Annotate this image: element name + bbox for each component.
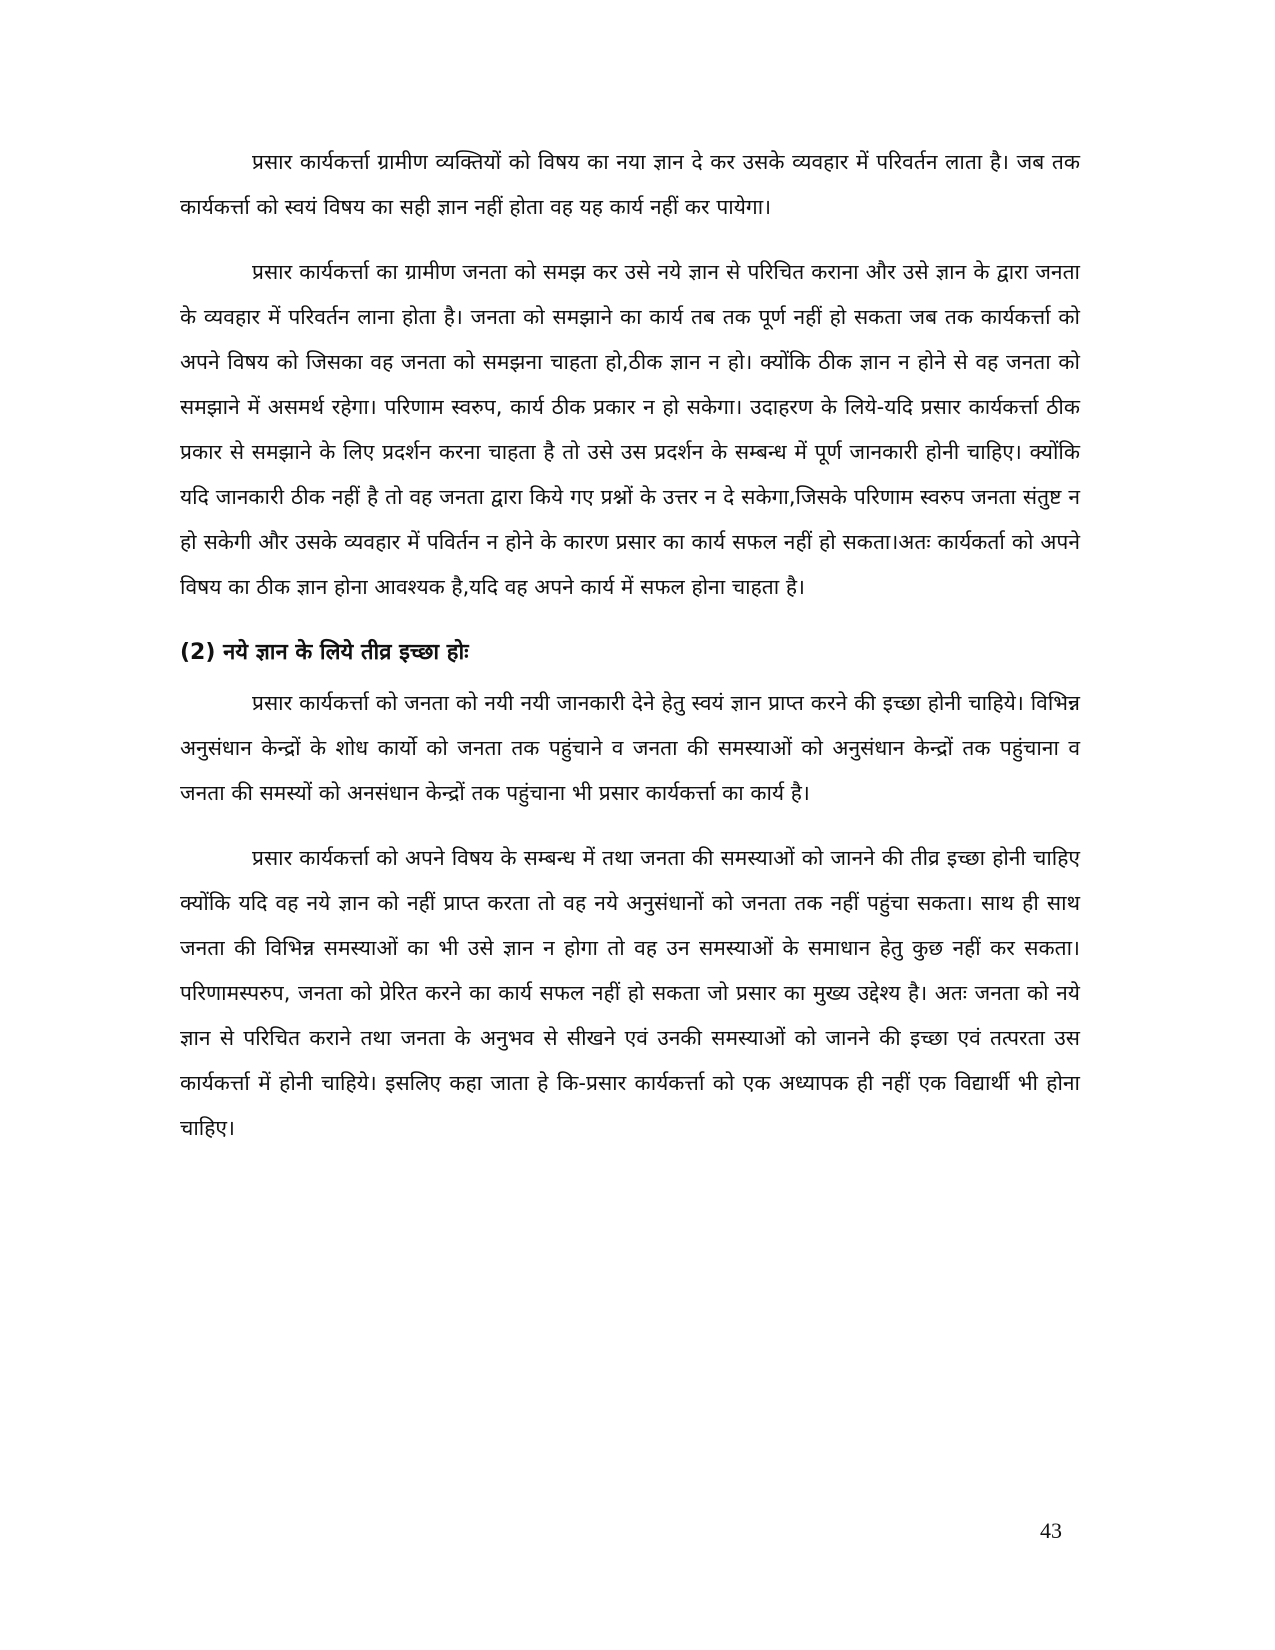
page-number: 43: [1040, 1518, 1062, 1543]
paragraph-4: प्रसार कार्यकर्त्ता को अपने विषय के सम्बन्ध में तथा जनता की समस्याओं को जानने की तीव्र इच्छा होनी चाहिए क्योंकि यदि वह नये ज्ञान को नहीं प्राप्त करता तो वह नये अनुसंधानों को जनता तक नहीं पहुंचा सकता। साथ ही साथ जनता की विभिन्न समस्याओं का भी उसे ज्ञान न होगा तो वह उन समस्याओं के समाधान हेतु कुछ नहीं कर सकता। परिणामस्परुप, जनता को प्रेरित करने का कार्य सफल नहीं हो सकता जो प्रसार का मुख्य उद्देश्य है। अतः जनता को नये ज्ञान से परिचित कराने तथा जनता के अनुभव से सीखने एवं उनकी समस्याओं को जानने की इच्छा एवं तत्परता उस कार्यकर्त्ता में होनी चाहिये। इसलिए कहा जाता हे कि-प्रसार कार्यकर्त्ता को एक अध्यापक ही नहीं एक विद्यार्थी भी होना चाहिए।: [180, 846, 1080, 1140]
page-body: [180, 140, 1080, 1171]
section-heading: (2) नये ज्ञान के लिये तीव्र इच्छा होः: [180, 640, 469, 665]
paragraph-2: प्रसार कार्यकर्त्ता का ग्रामीण जनता को समझ कर उसे नये ज्ञान से परिचित कराना और उसे ज्ञान के द्वारा जनता के व्यवहार में परिवर्तन लाना होता है। जनता को समझाने का कार्य तब तक पूर्ण नहीं हो सकता जब तक कार्यकर्त्ता को अपने विषय को जिसका वह जनता को समझना चाहता हो,ठीक ज्ञान न हो। क्योंकि ठीक ज्ञान न होने से वह जनता को समझाने में असमर्थ रहेगा। परिणाम स्वरुप, कार्य ठीक प्रकार न हो सकेगा। उदाहरण के लिये-यदि प्रसार कार्यकर्त्ता ठीक प्रकार से समझाने के लिए प्रदर्शन करना चाहता है तो उसे उस प्रदर्शन के सम्बन्ध में पूर्ण जानकारी होनी चाहिए। क्योंकि यदि जानकारी ठीक नहीं है तो वह जनता द्वारा किये गए प्रश्नों के उत्तर न दे सकेगा,जिसके परिणाम स्वरुप जनता संतुष्ट न हो सकेगी और उसके व्यवहार में पविर्तन न होने के कारण प्रसार का कार्य सफल नहीं हो सकता।अतः कार्यकर्ता को अपने विषय का ठीक ज्ञान होना आवश्यक है,यदि वह अपने कार्य में सफल होना चाहता है।: [180, 260, 1080, 599]
paragraph-1: प्रसार कार्यकर्त्ता ग्रामीण व्यक्तियों को विषय का नया ज्ञान दे कर उसके व्यवहार में परिवर्तन लाता है। जब तक कार्यकर्त्ता को स्वयं विषय का सही ज्ञान नहीं होता वह यह कार्य नहीं कर पायेगा।: [180, 150, 1080, 219]
paragraph-3: प्रसार कार्यकर्त्ता को जनता को नयी नयी जानकारी देने हेतु स्वयं ज्ञान प्राप्त करने की इच्छा होनी चाहिये। विभिन्न अनुसंधान केन्द्रों के शोध कार्यो को जनता तक पहुंचाने व जनता की समस्याओं को अनुसंधान केन्द्रों तक पहुंचाना व जनता की समस्यों को अनसंधान केन्द्रों तक पहुंचाना भी प्रसार कार्यकर्त्ता का कार्य है।: [180, 691, 1080, 805]
